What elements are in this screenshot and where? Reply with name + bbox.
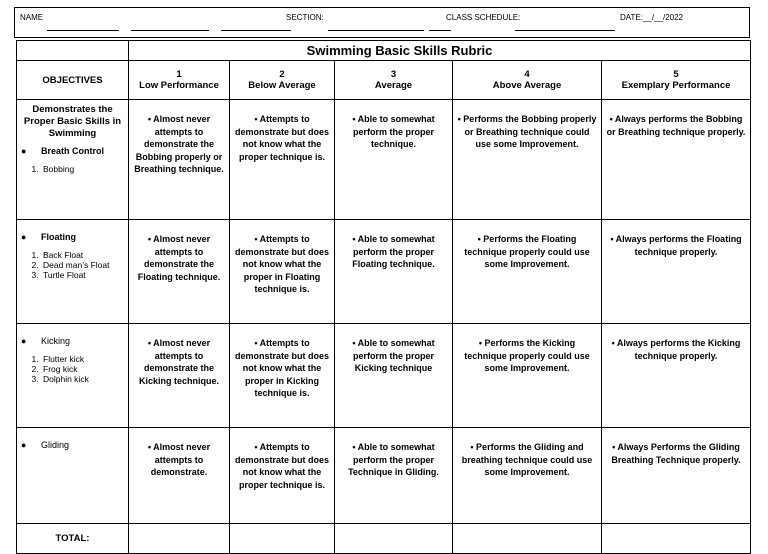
level-header — [230, 61, 335, 100]
subskill-item: 1. Back Float — [41, 250, 128, 260]
level-name: Average — [374, 80, 413, 91]
subskill-list — [21, 164, 128, 174]
descriptor-cell: • Able to somewhat perform the proper Technique in Gliding. — [335, 428, 453, 524]
skill-heading — [21, 336, 128, 346]
title-row — [17, 41, 751, 61]
descriptor-cell: • Attempts to demonstrate but does not know what the proper in Floating technique is. — [230, 220, 335, 324]
total-label: TOTAL: — [17, 524, 129, 554]
level-name: Exemplary Performance — [621, 80, 731, 91]
subskill-item: 2. Dead man’s Float — [41, 260, 128, 270]
total-row — [17, 524, 751, 554]
descriptor-cell: • Almost never attempts to demonstrate the Floating technique. — [129, 220, 230, 324]
class-schedule-underline — [515, 30, 615, 31]
total-score-cell[interactable] — [453, 524, 602, 554]
section-underline-2 — [429, 30, 451, 31]
bullet-icon: ● — [21, 336, 27, 346]
descriptor-cell: • Able to somewhat perform the proper Kicking technique — [335, 324, 453, 428]
total-score-cell[interactable] — [602, 524, 751, 554]
bullet-icon: ● — [21, 146, 27, 156]
corner-cell — [17, 41, 129, 61]
subskill-item: 3. Dolphin kick — [41, 374, 128, 384]
level-header — [453, 61, 602, 100]
level-number: 2 — [279, 69, 285, 80]
descriptor-cell: • Attempts to demonstrate but does not know what the proper technique is. — [230, 100, 335, 220]
name-label: NAME — [20, 13, 44, 22]
total-score-cell[interactable] — [230, 524, 335, 554]
level-number: 1 — [176, 69, 182, 80]
level-name: Below Average — [248, 80, 316, 91]
total-score-cell[interactable] — [335, 524, 453, 554]
level-number: 4 — [524, 69, 530, 80]
objective-cell — [17, 428, 129, 524]
descriptor-cell: • Almost never attempts to demonstrate. — [129, 428, 230, 524]
skill-heading — [21, 440, 128, 450]
objective-title: Demonstrates the Proper Basic Skills in Swimming — [23, 104, 122, 139]
skill-name: Kicking — [41, 336, 71, 346]
level-header — [129, 61, 230, 100]
rubric-row-gliding — [17, 428, 751, 524]
descriptor-cell: • Almost never attempts to demonstrate the Bobbing properly or Breathing technique. — [129, 100, 230, 220]
descriptor-cell: • Able to somewhat perform the proper Floating technique. — [335, 220, 453, 324]
skill-heading — [21, 232, 128, 242]
descriptor-cell: • Almost never attempts to demonstrate the Kicking technique. — [129, 324, 230, 428]
level-name: Low Performance — [139, 80, 219, 91]
skill-name: Breath Control — [41, 146, 104, 156]
level-name: Above Average — [492, 80, 562, 91]
level-number: 3 — [390, 69, 397, 80]
skill-name: Gliding — [41, 440, 70, 450]
subskill-item: 1. Flutter kick — [41, 354, 128, 364]
date-label: DATE:__/__/2022 — [620, 13, 684, 22]
objective-cell — [17, 220, 129, 324]
name-underline — [47, 30, 119, 31]
descriptor-cell: • Always performs the Bobbing or Breathing technique properly. — [602, 100, 751, 220]
subskill-list — [21, 250, 128, 280]
objective-cell — [17, 324, 129, 428]
subskill-item: 2. Frog kick — [41, 364, 128, 374]
rubric-row-floating — [17, 220, 751, 324]
name-underline-2 — [131, 30, 209, 31]
descriptor-cell: • Attempts to demonstrate but does not know what the proper technique is. — [230, 428, 335, 524]
objectives-header: OBJECTIVES — [17, 61, 129, 100]
bullet-icon: ● — [21, 232, 27, 242]
descriptor-cell: • Performs the Bobbing properly or Breathing technique could use some Improvement. — [453, 100, 602, 220]
level-header — [602, 61, 751, 100]
descriptor-cell: • Able to somewhat perform the proper technique. — [335, 100, 453, 220]
descriptor-cell: • Performs the Gliding and breathing technique could use some Improvement. — [453, 428, 602, 524]
descriptor-cell: • Attempts to demonstrate but does not know what the proper in Kicking technique is. — [230, 324, 335, 428]
student-info-header — [14, 7, 750, 38]
objective-cell — [17, 100, 129, 220]
level-number: 5 — [673, 69, 679, 80]
descriptor-cell: • Always performs the Kicking technique properly. — [602, 324, 751, 428]
descriptor-cell: • Performs the Kicking technique properly could use some Improvement. — [453, 324, 602, 428]
name-underline-3 — [221, 30, 291, 31]
class-schedule-label: CLASS SCHEDULE: — [446, 13, 521, 22]
subskill-item: 3. Turtle Float — [41, 270, 128, 280]
rubric-table — [16, 40, 751, 554]
section-label: SECTION: — [286, 13, 324, 22]
bullet-icon: ● — [21, 440, 27, 450]
subskill-list — [21, 354, 128, 384]
level-header — [335, 61, 453, 100]
skill-name: Floating — [41, 232, 76, 242]
section-underline — [328, 30, 424, 31]
descriptor-cell: • Always Performs the Gliding Breathing Technique properly. — [602, 428, 751, 524]
rubric-row-breath-control — [17, 100, 751, 220]
rubric-row-kicking — [17, 324, 751, 428]
total-score-cell[interactable] — [129, 524, 230, 554]
subskill-item: 1. Bobbing — [41, 164, 128, 174]
level-header-row — [17, 61, 751, 100]
descriptor-cell: • Performs the Floating technique properly could use some Improvement. — [453, 220, 602, 324]
skill-heading — [21, 146, 128, 156]
rubric-title: Swimming Basic Skills Rubric — [129, 41, 751, 61]
descriptor-cell: • Always performs the Floating technique properly. — [602, 220, 751, 324]
